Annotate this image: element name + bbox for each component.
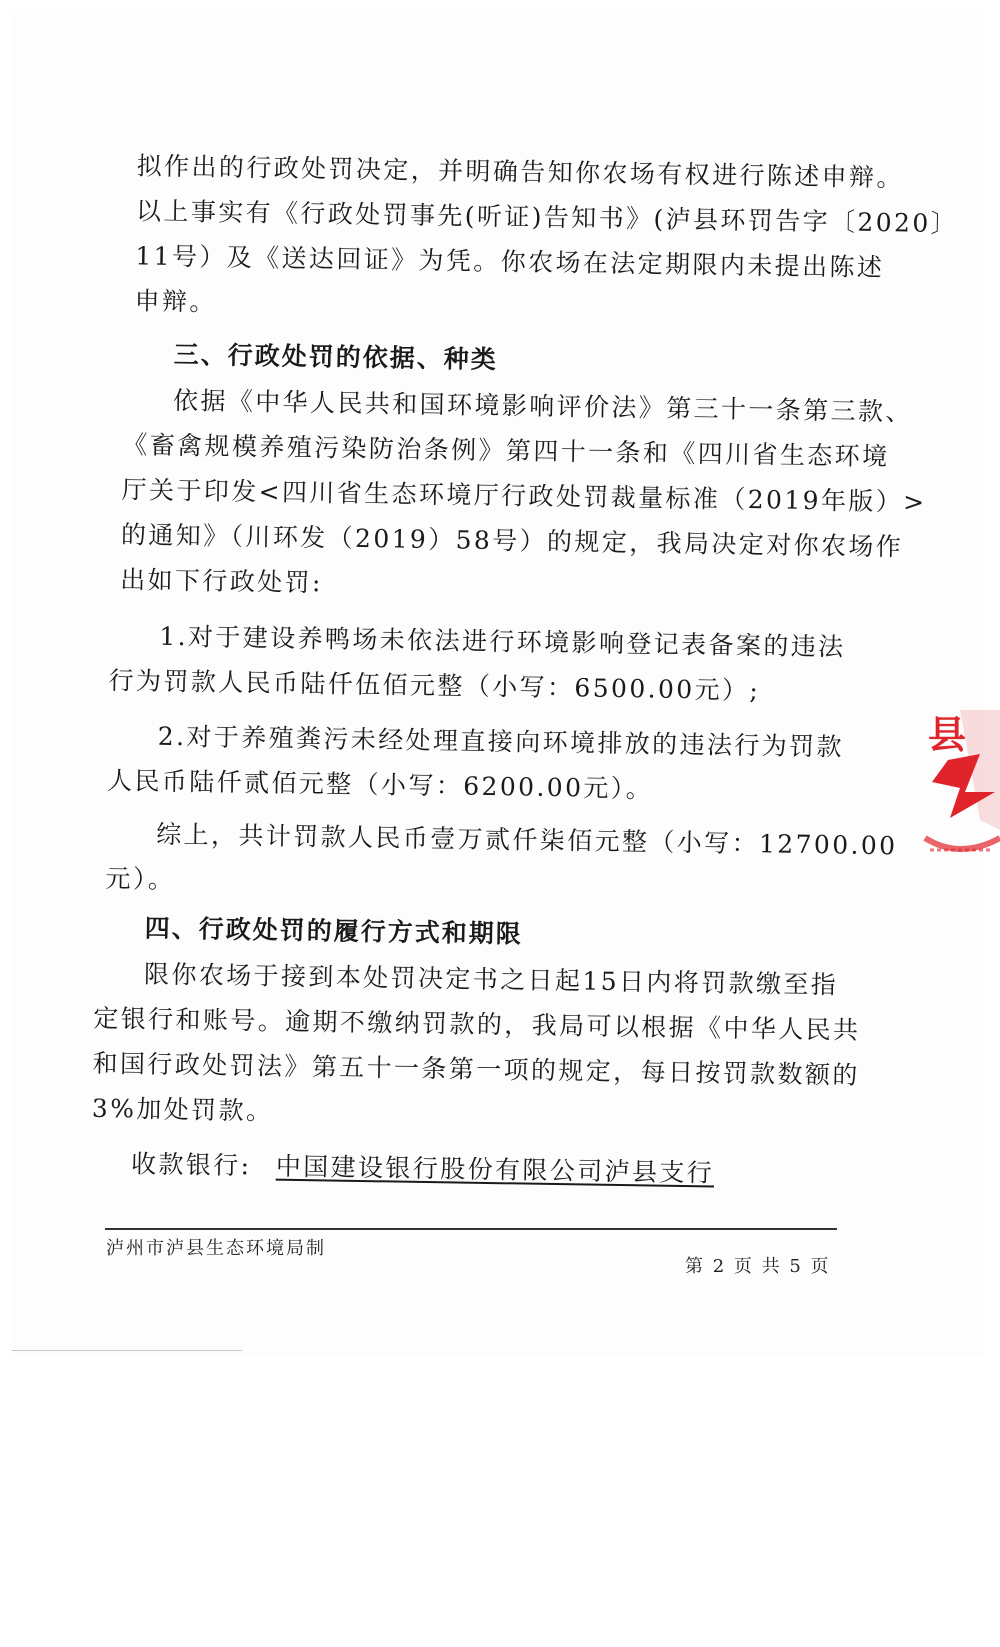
body-line: 依据《中华人民共和国环境影响评价法》第三十一条第三款、 [172,385,914,427]
bank-label-text: 收款银行: [130,1149,252,1181]
body-line: 以上事实有《行政处罚事先(听证)告知书》(泸县环罚告字〔2020〕 [135,196,959,239]
penalty-item-2: 2.对于养殖粪污未经处理直接向环境排放的违法行为罚款 [157,721,845,762]
footer-rule [105,1228,837,1230]
body-line: 定银行和账号。逾期不缴纳罚款的，我局可以根据《中华人民共 [93,1003,861,1045]
section-heading-performance: 四、行政处罚的履行方式和期限 [144,913,523,949]
penalty-item-1: 1.对于建设养鸭场未依法进行环境影响登记表备案的违法 [159,621,846,662]
footer-issuer: 泸州市泸县生态环境局制 [106,1238,326,1259]
body-line: 和国行政处罚法》第五十一条第一项的规定，每日按罚款数额的 [92,1048,860,1090]
body-line: 拟作出的行政处罚决定，并明确告知你农场有权进行陈述申辩。 [136,151,905,193]
body-line: 11号）及《送达回证》为凭。你农场在法定期限内未提出陈述 [135,241,885,283]
body-line: 的通知》（川环发（2019）58号）的规定，我局决定对你农场作 [120,520,904,562]
bank-name: 中国建设银行股份有限公司泸县支行 [275,1151,715,1188]
body-line: 出如下行政处罚: [120,565,324,598]
seal-icon [920,710,1000,930]
footer-page-indicator: 第 2 页 共 5 页 [685,1256,831,1277]
seal-text: 县 [928,713,967,757]
body-line: 厅关于印发<四川省生态环境厅行政处罚裁量标准（2019年版）> [121,475,927,517]
penalty-summary: 综上，共计罚款人民币壹万贰仟柒佰元整（小写：12700.00 [156,819,898,861]
body-line: 《畜禽规模养殖污染防治条例》第四十一条和《四川省生态环境 [122,430,890,472]
penalty-item-1: 行为罚款人民币陆仟伍佰元整（小写：6500.00元）; [108,665,761,706]
penalty-summary: 元）。 [105,863,176,895]
official-seal-fragment [920,710,1000,930]
body-line: 3%加处罚款。 [91,1093,274,1126]
penalty-item-2: 人民币陆仟贰佰元整（小写：6200.00元）。 [106,765,654,804]
body-line: 限你农场于接到本处罚决定书之日起15日内将罚款缴至指 [143,959,839,1000]
body-line: 申辩。 [134,286,218,317]
scan-edge-line [12,1350,242,1351]
section-heading-basis: 三、行政处罚的依据、种类 [173,339,498,375]
